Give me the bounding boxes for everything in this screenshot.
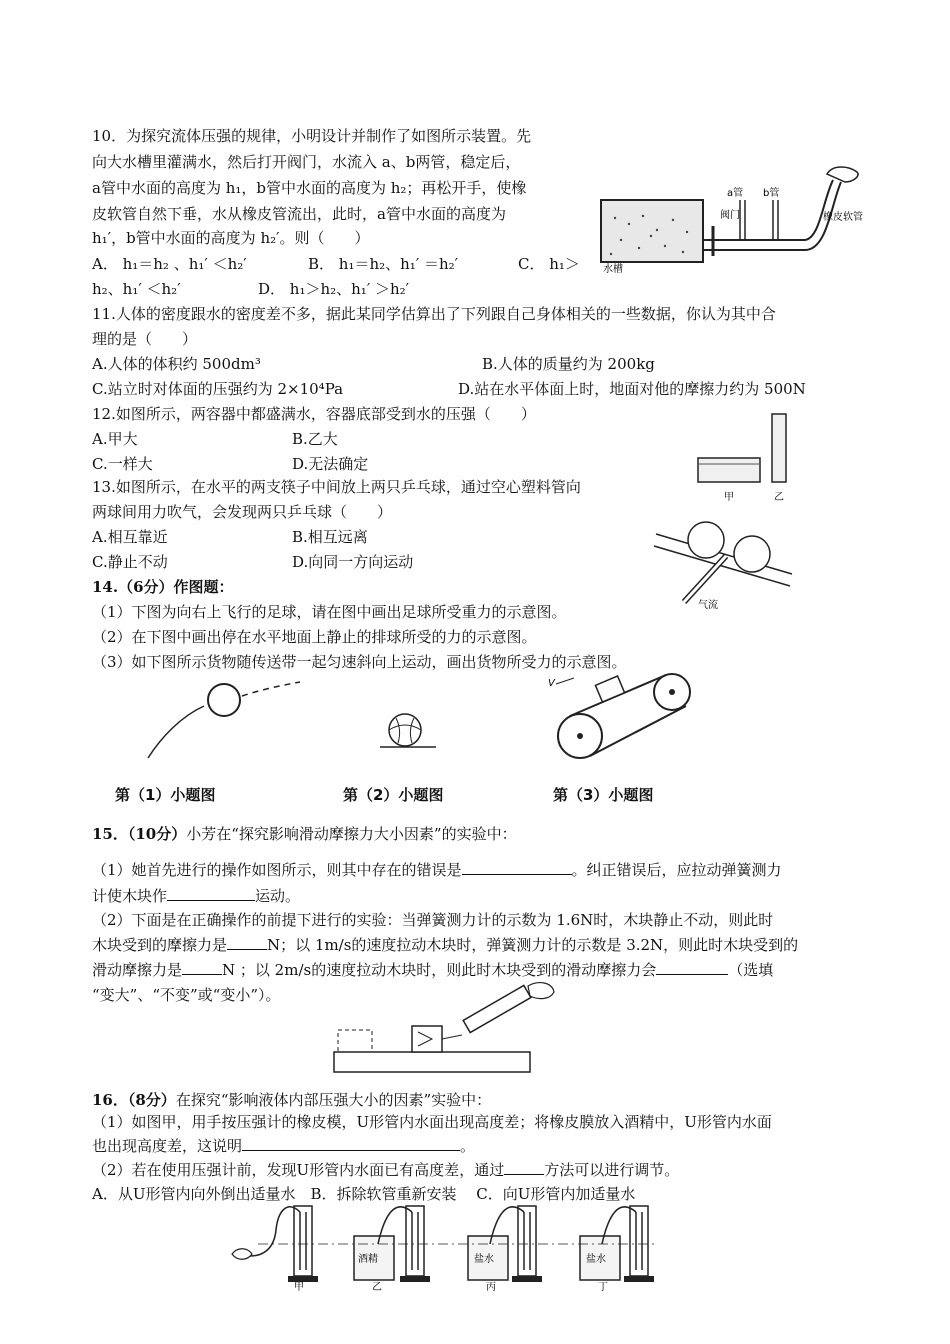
q16-gauge-yi bbox=[354, 1206, 430, 1293]
q13-line-2: 两球间用力吹气，会发现两只乒乓球（ ） bbox=[92, 503, 393, 521]
q16-line-3b: 方法可以进行调节。 bbox=[544, 1161, 680, 1179]
q13-option-b: B.相互远离 bbox=[292, 528, 368, 546]
q16-label-yi: 乙 bbox=[372, 1282, 382, 1293]
q13-option-d: D.向同一方向运动 bbox=[292, 553, 414, 571]
q15-blank-4[interactable] bbox=[182, 960, 222, 975]
q10-line-3: a管中水面的高度为 h₁，b管中水面的高度为 h₂；再松开手，使橡 bbox=[92, 179, 527, 197]
q11-line-1: 11.人体的密度跟水的密度差不多，据此某同学估算出了下列跟自己身体相关的一些数据，你认为其中合 bbox=[92, 305, 776, 323]
q11-line-2: 理的是（ ） bbox=[92, 330, 198, 348]
q12-line-1: 12.如图所示，两容器中都盛满水，容器底部受到水的压强（ ） bbox=[92, 405, 536, 423]
q15-blank-5[interactable] bbox=[656, 960, 728, 975]
q13-option-c: C.静止不动 bbox=[92, 553, 168, 571]
q14-item-1: （1）下图为向右上飞行的足球，请在图中画出足球所受重力的示意图。 bbox=[92, 603, 567, 621]
q10-hose-label: 橡皮软管 bbox=[823, 212, 863, 223]
q14-item-2: （2）在下图中画出停在水平地面上静止的排球所受的力的示意图。 bbox=[92, 628, 537, 646]
q16-gauge-jia bbox=[232, 1206, 318, 1293]
q12-option-a: A.甲大 bbox=[92, 430, 138, 448]
q16-title-text: 在探究“影响液体内部压强大小的因素”实验中： bbox=[175, 1091, 492, 1109]
q10-option-a: A． h₁＝h₂ 、h₁′ ＜h₂′ bbox=[92, 255, 247, 273]
q16-blank-1[interactable] bbox=[242, 1136, 460, 1151]
q16-line-2a: 也出现高度差，这说明 bbox=[92, 1137, 243, 1155]
q15-line-5c: （选填 bbox=[728, 961, 774, 979]
q15-line-3: （2）下面是在正确操作的前提下进行的实验：当弹簧测力计的示数为 1.6N时，木块静止不动，则此时 bbox=[92, 911, 774, 929]
q12-option-c: C.一样大 bbox=[92, 455, 153, 473]
q16-label-bing: 丙 bbox=[486, 1282, 496, 1293]
q10-tube-b-label: b管 bbox=[763, 188, 780, 199]
q10-option-c: C． h₁＞ bbox=[518, 255, 580, 273]
q13-airflow-label: 气流 bbox=[698, 600, 718, 611]
q12-option-d: D.无法确定 bbox=[292, 455, 369, 473]
q10-line-1: 10．为探究流体压强的规律，小明设计并制作了如图所示装置。先 bbox=[92, 127, 532, 145]
q10-option-b: B． h₁＝h₂、h₁′ ＝h₂′ bbox=[308, 255, 459, 273]
q14-volleyball-figure bbox=[378, 710, 438, 750]
q15-line-4a: 木块受到的摩擦力是 bbox=[92, 936, 228, 954]
q14-football-figure bbox=[140, 676, 320, 766]
q14-caption-3: 第（3）小题图 bbox=[553, 786, 654, 804]
q15-friction-figure bbox=[332, 980, 557, 1080]
q10-line-5: h₁′，b管中水面的高度为 h₂′。则（ ） bbox=[92, 229, 370, 247]
q10-tank-label: 水槽 bbox=[603, 264, 623, 275]
q13-pingpong-figure bbox=[650, 512, 800, 612]
q15-line-4b: N；以 1m/s的速度拉动木块时，弹簧测力计的示数是 3.2N，则此时木块受到的 bbox=[267, 936, 799, 954]
q16-gauge-bing bbox=[468, 1206, 542, 1293]
q10-tube-a-label: a管 bbox=[727, 188, 744, 199]
q11-option-a: A.人体的体积约 500dm³ bbox=[92, 355, 261, 373]
q16-label-jia: 甲 bbox=[294, 1282, 304, 1293]
q13-line-1: 13.如图所示，在水平的两支筷子中间放上两只乒乓球，通过空心塑料管向 bbox=[92, 478, 581, 496]
q16-line-3a: （2）若在使用压强计前，发现U形管内水面已有高度差，通过 bbox=[92, 1161, 505, 1179]
q15-title-score: 15．（10分） bbox=[92, 825, 187, 843]
q15-line-1a: （1）她首先进行的操作如图所示，则其中存在的错误是 bbox=[92, 861, 462, 879]
q10-option-d: D． h₁＞h₂、h₁′ ＞h₂′ bbox=[258, 280, 410, 298]
q14-title: 14.（6分）作图题： bbox=[92, 578, 234, 596]
q16-label-salt-1: 盐水 bbox=[474, 1254, 494, 1265]
q12-containers-figure bbox=[694, 410, 804, 505]
q16-title-score: 16．（8分） bbox=[92, 1091, 176, 1109]
q12-jia-label: 甲 bbox=[724, 492, 734, 503]
q11-option-d: D.站在水平体面上时，地面对他的摩擦力约为 500N bbox=[458, 380, 806, 398]
q14-caption-1: 第（1）小题图 bbox=[115, 786, 216, 804]
q12-yi-label: 乙 bbox=[774, 492, 784, 503]
q13-option-a: A.相互靠近 bbox=[92, 528, 168, 546]
q15-blank-2[interactable] bbox=[167, 886, 255, 901]
q16-label-salt-2: 盐水 bbox=[586, 1254, 606, 1265]
q14-conveyor-figure bbox=[540, 672, 700, 767]
q15-line-5a: 滑动摩擦力是 bbox=[92, 961, 183, 979]
q16-label-ding: 丁 bbox=[598, 1282, 608, 1293]
q15-line-5b: N ；以 2m/s的速度拉动木块时，则此时木块受到的滑动摩擦力会 bbox=[222, 961, 657, 979]
q16-gauge-ding bbox=[580, 1206, 654, 1293]
q12-option-b: B.乙大 bbox=[292, 430, 338, 448]
q16-blank-2[interactable] bbox=[504, 1160, 544, 1175]
q11-option-c: C.站立时对体面的压强约为 2×10⁴Pa bbox=[92, 380, 344, 398]
q14-item-3: （3）如下图所示货物随传送带一起匀速斜向上运动，画出货物所受力的示意图。 bbox=[92, 653, 627, 671]
q16-line-1: （1）如图甲，用手按压强计的橡皮模，U形管内水面出现高度差；将橡皮膜放入酒精中，U形管内水面 bbox=[92, 1113, 772, 1131]
q15-line-2a: 计使木块作 bbox=[92, 887, 168, 905]
q10-line-4: 皮软管自然下垂，水从橡皮管流出，此时，a管中水面的高度为 bbox=[92, 205, 506, 223]
q16-line-2b: 。 bbox=[460, 1137, 476, 1155]
q16-option-line: A．从U形管内向外倒出适量水 B．拆除软管重新安装 C．向U形管内加适量水 bbox=[92, 1185, 636, 1203]
q10-option-c-cont: h₂、h₁′ ＜h₂′ bbox=[92, 280, 181, 298]
q15-line-6: “变大”、“不变”或“变小”）。 bbox=[92, 986, 281, 1004]
q14-velocity-label: V bbox=[548, 678, 555, 689]
q10-line-2: 向大水槽里灌满水，然后打开阀门，水流入 a、b两管，稳定后， bbox=[92, 153, 521, 171]
q14-caption-2: 第（2）小题图 bbox=[343, 786, 444, 804]
q15-line-2b: 运动。 bbox=[255, 887, 301, 905]
q16-pressure-gauge-figure bbox=[228, 1200, 668, 1293]
q15-blank-3[interactable] bbox=[227, 935, 267, 950]
q15-line-1b: 。纠正错误后，应拉动弹簧测力 bbox=[571, 861, 782, 879]
q15-blank-1[interactable] bbox=[462, 860, 572, 875]
q15-title-text: 小芳在“探究影响滑动摩擦力大小因素”的实验中： bbox=[186, 825, 517, 843]
q10-valve-label: 阀门 bbox=[720, 210, 740, 221]
q10-apparatus-figure bbox=[595, 160, 865, 275]
q11-option-b: B.人体的质量约为 200kg bbox=[482, 355, 655, 373]
q16-label-alcohol: 酒精 bbox=[358, 1254, 378, 1265]
